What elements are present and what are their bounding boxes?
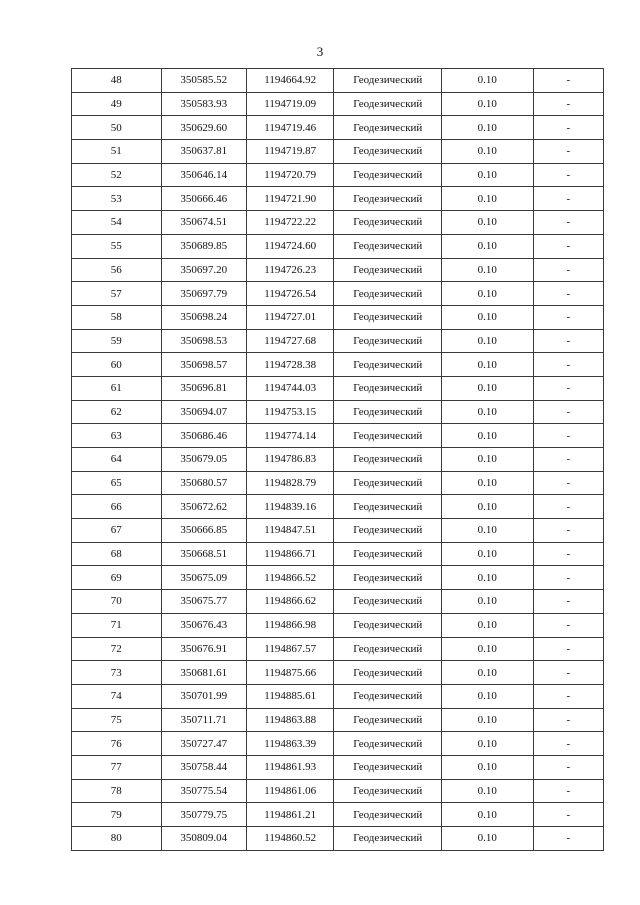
accuracy-cell: 0.10 <box>442 329 534 353</box>
x-coordinate-cell: 350583.93 <box>161 92 246 116</box>
method-cell: Геодезический <box>334 448 442 472</box>
table-row <box>72 329 604 353</box>
y-coordinate-cell: 1194726.54 <box>246 282 333 306</box>
x-coordinate-cell: 350809.04 <box>161 827 246 851</box>
description-cell: - <box>533 376 603 400</box>
y-coordinate-cell: 1194863.39 <box>246 732 333 756</box>
accuracy-cell: 0.10 <box>442 376 534 400</box>
description-cell: - <box>533 305 603 329</box>
accuracy-cell: 0.10 <box>442 495 534 519</box>
point-number-cell: 59 <box>72 329 162 353</box>
x-coordinate-cell: 350666.85 <box>161 519 246 543</box>
point-number-cell: 57 <box>72 282 162 306</box>
table-row <box>72 708 604 732</box>
method-cell: Геодезический <box>334 803 442 827</box>
accuracy-cell: 0.10 <box>442 803 534 827</box>
x-coordinate-cell: 350676.43 <box>161 613 246 637</box>
coordinates-table <box>71 68 604 851</box>
x-coordinate-cell: 350698.53 <box>161 329 246 353</box>
method-cell: Геодезический <box>334 353 442 377</box>
method-cell: Геодезический <box>334 732 442 756</box>
y-coordinate-cell: 1194727.01 <box>246 305 333 329</box>
y-coordinate-cell: 1194861.93 <box>246 755 333 779</box>
point-number-cell: 75 <box>72 708 162 732</box>
table-row <box>72 69 604 93</box>
table-row <box>72 779 604 803</box>
accuracy-cell: 0.10 <box>442 282 534 306</box>
accuracy-cell: 0.10 <box>442 187 534 211</box>
description-cell: - <box>533 400 603 424</box>
accuracy-cell: 0.10 <box>442 708 534 732</box>
point-number-cell: 66 <box>72 495 162 519</box>
method-cell: Геодезический <box>334 400 442 424</box>
x-coordinate-cell: 350697.20 <box>161 258 246 282</box>
x-coordinate-cell: 350698.24 <box>161 305 246 329</box>
description-cell: - <box>533 613 603 637</box>
method-cell: Геодезический <box>334 282 442 306</box>
description-cell: - <box>533 827 603 851</box>
table-row <box>72 376 604 400</box>
accuracy-cell: 0.10 <box>442 116 534 140</box>
y-coordinate-cell: 1194720.79 <box>246 163 333 187</box>
description-cell: - <box>533 258 603 282</box>
method-cell: Геодезический <box>334 92 442 116</box>
x-coordinate-cell: 350681.61 <box>161 661 246 685</box>
table-row <box>72 471 604 495</box>
x-coordinate-cell: 350680.57 <box>161 471 246 495</box>
description-cell: - <box>533 684 603 708</box>
x-coordinate-cell: 350585.52 <box>161 69 246 93</box>
point-number-cell: 62 <box>72 400 162 424</box>
method-cell: Геодезический <box>334 471 442 495</box>
accuracy-cell: 0.10 <box>442 305 534 329</box>
y-coordinate-cell: 1194727.68 <box>246 329 333 353</box>
accuracy-cell: 0.10 <box>442 400 534 424</box>
accuracy-cell: 0.10 <box>442 140 534 164</box>
x-coordinate-cell: 350668.51 <box>161 542 246 566</box>
table-row <box>72 211 604 235</box>
accuracy-cell: 0.10 <box>442 732 534 756</box>
method-cell: Геодезический <box>334 329 442 353</box>
method-cell: Геодезический <box>334 519 442 543</box>
point-number-cell: 64 <box>72 448 162 472</box>
y-coordinate-cell: 1194863.88 <box>246 708 333 732</box>
point-number-cell: 65 <box>72 471 162 495</box>
accuracy-cell: 0.10 <box>442 471 534 495</box>
y-coordinate-cell: 1194861.21 <box>246 803 333 827</box>
description-cell: - <box>533 140 603 164</box>
x-coordinate-cell: 350637.81 <box>161 140 246 164</box>
description-cell: - <box>533 69 603 93</box>
table-row <box>72 282 604 306</box>
description-cell: - <box>533 353 603 377</box>
accuracy-cell: 0.10 <box>442 684 534 708</box>
method-cell: Геодезический <box>334 661 442 685</box>
accuracy-cell: 0.10 <box>442 613 534 637</box>
x-coordinate-cell: 350698.57 <box>161 353 246 377</box>
accuracy-cell: 0.10 <box>442 234 534 258</box>
point-number-cell: 72 <box>72 637 162 661</box>
method-cell: Геодезический <box>334 708 442 732</box>
table-row <box>72 448 604 472</box>
x-coordinate-cell: 350758.44 <box>161 755 246 779</box>
table-row <box>72 424 604 448</box>
description-cell: - <box>533 163 603 187</box>
y-coordinate-cell: 1194866.52 <box>246 566 333 590</box>
description-cell: - <box>533 708 603 732</box>
y-coordinate-cell: 1194726.23 <box>246 258 333 282</box>
description-cell: - <box>533 495 603 519</box>
accuracy-cell: 0.10 <box>442 353 534 377</box>
description-cell: - <box>533 234 603 258</box>
table-row <box>72 353 604 377</box>
table-row <box>72 400 604 424</box>
x-coordinate-cell: 350727.47 <box>161 732 246 756</box>
description-cell: - <box>533 519 603 543</box>
accuracy-cell: 0.10 <box>442 258 534 282</box>
accuracy-cell: 0.10 <box>442 661 534 685</box>
method-cell: Геодезический <box>334 590 442 614</box>
y-coordinate-cell: 1194847.51 <box>246 519 333 543</box>
table-row <box>72 590 604 614</box>
description-cell: - <box>533 590 603 614</box>
method-cell: Геодезический <box>334 116 442 140</box>
method-cell: Геодезический <box>334 495 442 519</box>
method-cell: Геодезический <box>334 779 442 803</box>
y-coordinate-cell: 1194839.16 <box>246 495 333 519</box>
point-number-cell: 77 <box>72 755 162 779</box>
x-coordinate-cell: 350675.09 <box>161 566 246 590</box>
table-row <box>72 637 604 661</box>
point-number-cell: 56 <box>72 258 162 282</box>
table-row <box>72 116 604 140</box>
x-coordinate-cell: 350779.75 <box>161 803 246 827</box>
point-number-cell: 58 <box>72 305 162 329</box>
point-number-cell: 70 <box>72 590 162 614</box>
accuracy-cell: 0.10 <box>442 637 534 661</box>
x-coordinate-cell: 350629.60 <box>161 116 246 140</box>
accuracy-cell: 0.10 <box>442 566 534 590</box>
x-coordinate-cell: 350694.07 <box>161 400 246 424</box>
y-coordinate-cell: 1194744.03 <box>246 376 333 400</box>
point-number-cell: 53 <box>72 187 162 211</box>
table-row <box>72 755 604 779</box>
accuracy-cell: 0.10 <box>442 163 534 187</box>
accuracy-cell: 0.10 <box>442 448 534 472</box>
y-coordinate-cell: 1194721.90 <box>246 187 333 211</box>
x-coordinate-cell: 350679.05 <box>161 448 246 472</box>
accuracy-cell: 0.10 <box>442 827 534 851</box>
y-coordinate-cell: 1194866.71 <box>246 542 333 566</box>
point-number-cell: 63 <box>72 424 162 448</box>
point-number-cell: 67 <box>72 519 162 543</box>
y-coordinate-cell: 1194719.09 <box>246 92 333 116</box>
point-number-cell: 69 <box>72 566 162 590</box>
x-coordinate-cell: 350775.54 <box>161 779 246 803</box>
y-coordinate-cell: 1194866.62 <box>246 590 333 614</box>
method-cell: Геодезический <box>334 613 442 637</box>
table-row <box>72 92 604 116</box>
point-number-cell: 78 <box>72 779 162 803</box>
method-cell: Геодезический <box>334 163 442 187</box>
accuracy-cell: 0.10 <box>442 69 534 93</box>
point-number-cell: 61 <box>72 376 162 400</box>
coordinates-table-body <box>72 69 604 851</box>
method-cell: Геодезический <box>334 637 442 661</box>
table-row <box>72 732 604 756</box>
method-cell: Геодезический <box>334 69 442 93</box>
table-row <box>72 140 604 164</box>
description-cell: - <box>533 637 603 661</box>
description-cell: - <box>533 282 603 306</box>
point-number-cell: 76 <box>72 732 162 756</box>
x-coordinate-cell: 350689.85 <box>161 234 246 258</box>
y-coordinate-cell: 1194875.66 <box>246 661 333 685</box>
table-row <box>72 803 604 827</box>
x-coordinate-cell: 350696.81 <box>161 376 246 400</box>
x-coordinate-cell: 350697.79 <box>161 282 246 306</box>
method-cell: Геодезический <box>334 258 442 282</box>
table-row <box>72 613 604 637</box>
x-coordinate-cell: 350674.51 <box>161 211 246 235</box>
method-cell: Геодезический <box>334 424 442 448</box>
x-coordinate-cell: 350675.77 <box>161 590 246 614</box>
description-cell: - <box>533 779 603 803</box>
y-coordinate-cell: 1194861.06 <box>246 779 333 803</box>
method-cell: Геодезический <box>334 755 442 779</box>
point-number-cell: 54 <box>72 211 162 235</box>
point-number-cell: 79 <box>72 803 162 827</box>
x-coordinate-cell: 350646.14 <box>161 163 246 187</box>
description-cell: - <box>533 542 603 566</box>
y-coordinate-cell: 1194719.46 <box>246 116 333 140</box>
y-coordinate-cell: 1194664.92 <box>246 69 333 93</box>
point-number-cell: 74 <box>72 684 162 708</box>
method-cell: Геодезический <box>334 187 442 211</box>
accuracy-cell: 0.10 <box>442 519 534 543</box>
accuracy-cell: 0.10 <box>442 211 534 235</box>
accuracy-cell: 0.10 <box>442 424 534 448</box>
y-coordinate-cell: 1194724.60 <box>246 234 333 258</box>
table-row <box>72 187 604 211</box>
description-cell: - <box>533 661 603 685</box>
y-coordinate-cell: 1194885.61 <box>246 684 333 708</box>
point-number-cell: 73 <box>72 661 162 685</box>
table-row <box>72 827 604 851</box>
table-row <box>72 542 604 566</box>
x-coordinate-cell: 350666.46 <box>161 187 246 211</box>
y-coordinate-cell: 1194786.83 <box>246 448 333 472</box>
accuracy-cell: 0.10 <box>442 590 534 614</box>
method-cell: Геодезический <box>334 827 442 851</box>
y-coordinate-cell: 1194860.52 <box>246 827 333 851</box>
description-cell: - <box>533 187 603 211</box>
method-cell: Геодезический <box>334 542 442 566</box>
table-row <box>72 566 604 590</box>
point-number-cell: 71 <box>72 613 162 637</box>
y-coordinate-cell: 1194722.22 <box>246 211 333 235</box>
description-cell: - <box>533 424 603 448</box>
method-cell: Геодезический <box>334 566 442 590</box>
y-coordinate-cell: 1194753.15 <box>246 400 333 424</box>
method-cell: Геодезический <box>334 684 442 708</box>
accuracy-cell: 0.10 <box>442 92 534 116</box>
y-coordinate-cell: 1194719.87 <box>246 140 333 164</box>
x-coordinate-cell: 350701.99 <box>161 684 246 708</box>
accuracy-cell: 0.10 <box>442 542 534 566</box>
table-row <box>72 305 604 329</box>
point-number-cell: 51 <box>72 140 162 164</box>
x-coordinate-cell: 350676.91 <box>161 637 246 661</box>
description-cell: - <box>533 92 603 116</box>
table-row <box>72 661 604 685</box>
point-number-cell: 48 <box>72 69 162 93</box>
description-cell: - <box>533 755 603 779</box>
point-number-cell: 68 <box>72 542 162 566</box>
y-coordinate-cell: 1194867.57 <box>246 637 333 661</box>
y-coordinate-cell: 1194774.14 <box>246 424 333 448</box>
method-cell: Геодезический <box>334 140 442 164</box>
x-coordinate-cell: 350686.46 <box>161 424 246 448</box>
description-cell: - <box>533 329 603 353</box>
table-row <box>72 519 604 543</box>
description-cell: - <box>533 803 603 827</box>
y-coordinate-cell: 1194866.98 <box>246 613 333 637</box>
method-cell: Геодезический <box>334 234 442 258</box>
page-number: 3 <box>316 44 324 59</box>
description-cell: - <box>533 448 603 472</box>
accuracy-cell: 0.10 <box>442 779 534 803</box>
y-coordinate-cell: 1194828.79 <box>246 471 333 495</box>
point-number-cell: 80 <box>72 827 162 851</box>
table-row <box>72 495 604 519</box>
point-number-cell: 50 <box>72 116 162 140</box>
y-coordinate-cell: 1194728.38 <box>246 353 333 377</box>
description-cell: - <box>533 566 603 590</box>
description-cell: - <box>533 732 603 756</box>
description-cell: - <box>533 211 603 235</box>
description-cell: - <box>533 471 603 495</box>
table-row <box>72 258 604 282</box>
accuracy-cell: 0.10 <box>442 755 534 779</box>
method-cell: Геодезический <box>334 305 442 329</box>
x-coordinate-cell: 350672.62 <box>161 495 246 519</box>
point-number-cell: 52 <box>72 163 162 187</box>
point-number-cell: 55 <box>72 234 162 258</box>
x-coordinate-cell: 350711.71 <box>161 708 246 732</box>
method-cell: Геодезический <box>334 376 442 400</box>
method-cell: Геодезический <box>334 211 442 235</box>
point-number-cell: 60 <box>72 353 162 377</box>
table-row <box>72 234 604 258</box>
table-row <box>72 163 604 187</box>
point-number-cell: 49 <box>72 92 162 116</box>
description-cell: - <box>533 116 603 140</box>
table-row <box>72 684 604 708</box>
